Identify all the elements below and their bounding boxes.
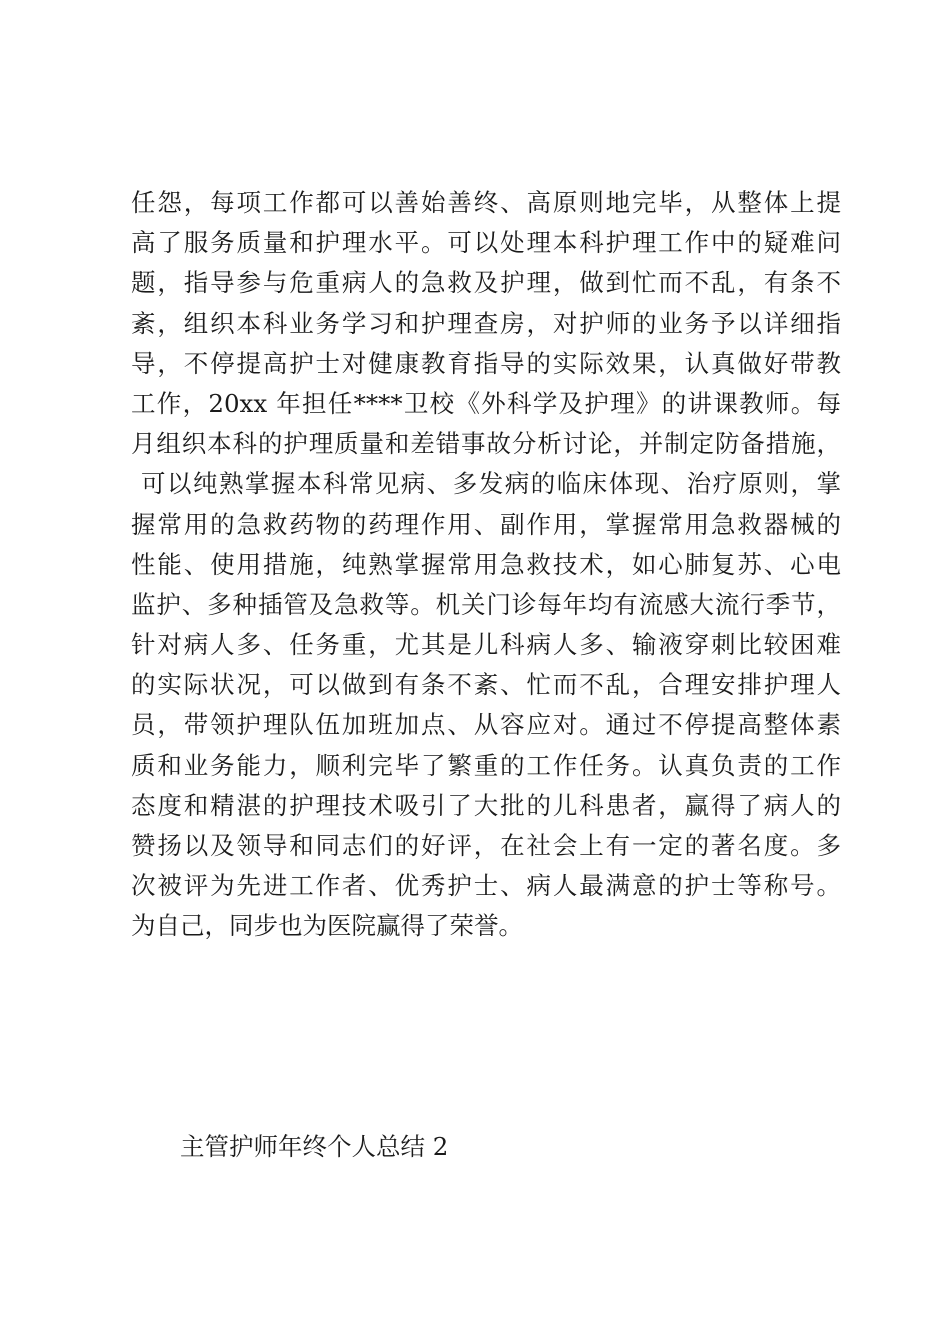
paragraph-line: 态度和精湛的护理技术吸引了大批的儿科患者，赢得了病人的 [131, 790, 841, 820]
paragraph-line: 高了服务质量和护理水平。可以处理本科护理工作中的疑难问 [131, 228, 841, 258]
paragraph-line: 质和业务能力，顺利完毕了繁重的工作任务。认真负责的工作 [131, 750, 841, 780]
paragraph-line: 导，不停提高护士对健康教育指导的实际效果，认真做好带教 [131, 348, 841, 378]
paragraph-line: 工作，20xx 年担任****卫校《外科学及护理》的讲课教师。每 [131, 388, 841, 418]
paragraph-line: 任怨，每项工作都可以善始善终、高原则地完毕，从整体上提 [131, 188, 841, 217]
section-heading: 主管护师年终个人总结 2 [180, 1132, 449, 1161]
paragraph-line: 员，带领护理队伍加班加点、从容应对。通过不停提高整体素 [131, 710, 841, 740]
body-paragraph [131, 183, 841, 947]
paragraph-line: 监护、多种插管及急救等。机关门诊每年均有流感大流行季节， [131, 589, 841, 619]
paragraph-line: 为自己，同步也为医院赢得了荣誉。 [131, 911, 523, 941]
paragraph-line: 题，指导参与危重病人的急救及护理，做到忙而不乱，有条不 [131, 268, 841, 298]
paragraph-line: 次被评为先进工作者、优秀护士、病人最满意的护士等称号。 [131, 871, 841, 901]
paragraph-line: 针对病人多、任务重，尤其是儿科病人多、输液穿刺比较困难 [131, 630, 841, 660]
paragraph-line: 月组织本科的护理质量和差错事故分析讨论，并制定防备措施， [131, 429, 841, 459]
paragraph-line: 性能、使用措施，纯熟掌握常用急救技术，如心肺复苏、心电 [131, 549, 841, 579]
paragraph-line: 的实际状况，可以做到有条不紊、忙而不乱，合理安排护理人 [131, 670, 841, 700]
paragraph-line: 可以纯熟掌握本科常见病、多发病的临床体现、治疗原则，掌 [141, 469, 841, 499]
paragraph-line: 握常用的急救药物的药理作用、副作用，掌握常用急救器械的 [131, 509, 841, 539]
paragraph-line: 紊，组织本科业务学习和护理查房，对护师的业务予以详细指 [131, 308, 841, 338]
paragraph-line: 赞扬以及领导和同志们的好评，在社会上有一定的著名度。多 [131, 831, 841, 860]
